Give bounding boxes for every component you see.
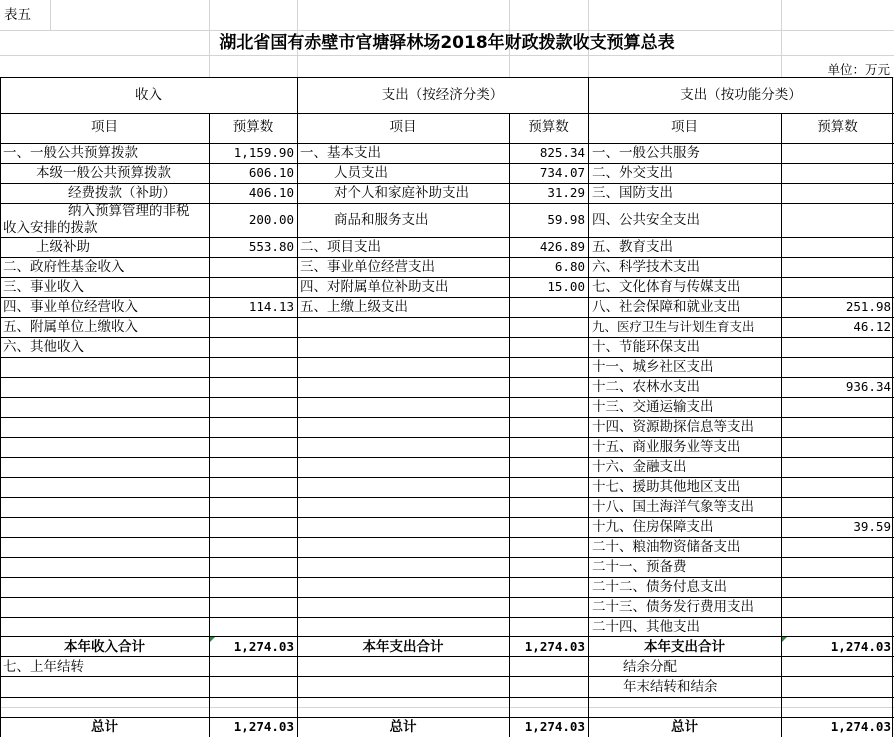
func-row-label: 十九、住房保障支出	[592, 519, 714, 535]
func-row-label: 十三、交通运输支出	[592, 399, 714, 415]
econ-total-label: 本年支出合计	[362, 639, 444, 655]
func-row-label: 十一、城乡社区支出	[592, 359, 714, 375]
income-row-value: 114.13	[248, 299, 294, 314]
income-row-label-cont: 收入安排的拨款	[3, 220, 98, 236]
surplus-allocation-label: 结余分配	[623, 659, 677, 675]
econ-row-label: 三、事业单位经营支出	[300, 259, 435, 275]
func-row-label: 十八、国土海洋气象等支出	[592, 499, 754, 515]
income-total-value: 1,274.03	[233, 639, 294, 654]
econ-row-value: 6.80	[554, 259, 585, 274]
func-total-value: 1,274.03	[830, 639, 891, 654]
func-row-label: 六、科学技术支出	[592, 259, 700, 275]
econ-total-value: 1,274.03	[524, 639, 585, 654]
econ-row-label: 对个人和家庭补助支出	[334, 185, 469, 201]
econ-row-label: 一、基本支出	[300, 145, 381, 161]
func-row-label: 二、外交支出	[592, 165, 673, 181]
cell-flag-marker	[210, 637, 215, 642]
func-row-value: 251.98	[845, 299, 891, 314]
income-row-label: 六、其他收入	[3, 339, 84, 355]
func-row-label: 四、公共安全支出	[592, 212, 700, 228]
func-row-label: 十五、商业服务业等支出	[592, 439, 741, 455]
func-grand-total-value: 1,274.03	[830, 719, 891, 734]
econ-row-label: 二、项目支出	[300, 239, 381, 255]
econ-row-label: 人员支出	[334, 165, 388, 181]
func-row-label: 十四、资源勘探信息等支出	[592, 419, 754, 435]
income-row-label: 五、附属单位上缴收入	[3, 319, 138, 335]
func-row-label: 七、文化体育与传媒支出	[592, 279, 741, 295]
func-row-label: 十六、金融支出	[592, 459, 687, 475]
econ-row-label: 五、上缴上级支出	[300, 299, 408, 315]
income-row-value: 606.10	[248, 165, 294, 180]
econ-budget-header: 预算数	[528, 119, 569, 135]
income-row-label: 纳入预算管理的非税	[68, 203, 190, 219]
income-row-label: 经费拨款（补助）	[68, 185, 176, 201]
econ-grand-total-value: 1,274.03	[524, 719, 585, 734]
func-row-label: 八、社会保障和就业支出	[592, 299, 741, 315]
econ-row-value: 825.34	[539, 145, 585, 160]
year-end-carryover-label: 年末结转和结余	[623, 679, 718, 695]
income-grand-total-value: 1,274.03	[233, 719, 294, 734]
func-grand-total-label: 总计	[671, 719, 698, 735]
func-row-label: 二十、粮油物资储备支出	[592, 539, 741, 555]
func-row-label: 十七、援助其他地区支出	[592, 479, 741, 495]
income-row-value: 200.00	[248, 212, 294, 227]
income-row-value: 406.10	[248, 185, 294, 200]
income-total-label: 本年收入合计	[64, 639, 145, 655]
income-row-value: 553.80	[248, 239, 294, 254]
income-grand-total-label: 总计	[91, 719, 118, 735]
func-row-label: 二十三、债务发行费用支出	[592, 599, 754, 615]
income-item-header: 项目	[91, 119, 118, 135]
func-header: 支出（按功能分类）	[680, 87, 802, 103]
income-row-value: 1,159.90	[233, 145, 294, 160]
cell-flag-marker	[782, 637, 787, 642]
econ-row-value: 15.00	[547, 279, 585, 294]
func-row-value: 39.59	[853, 519, 891, 534]
econ-row-value: 31.29	[547, 185, 585, 200]
func-row-label: 九、医疗卫生与计划生育支出	[592, 319, 755, 334]
econ-row-value: 426.89	[539, 239, 585, 254]
income-row-label: 上级补助	[36, 239, 90, 255]
econ-item-header: 项目	[389, 119, 417, 135]
func-row-label: 二十四、其他支出	[592, 619, 700, 635]
econ-grand-total-label: 总计	[389, 719, 417, 735]
income-row-label: 本级一般公共预算拨款	[36, 165, 171, 181]
func-row-label: 十、节能环保支出	[592, 339, 700, 355]
unit-label: 单位：万元	[827, 62, 890, 77]
income-row-label: 二、政府性基金收入	[3, 259, 125, 275]
income-budget-header: 预算数	[232, 119, 274, 135]
econ-header: 支出（按经济分类）	[381, 87, 504, 103]
func-budget-header: 预算数	[817, 119, 858, 135]
econ-row-label: 四、对附属单位补助支出	[300, 279, 449, 295]
econ-row-label: 商品和服务支出	[334, 212, 429, 228]
func-row-label: 一、一般公共服务	[592, 145, 700, 161]
econ-row-value: 59.98	[547, 212, 585, 227]
func-row-label: 十二、农林水支出	[592, 379, 700, 395]
page-title: 湖北省国有赤壁市官塘驿林场2018年财政拨款收支预算总表	[219, 33, 675, 53]
income-row-label: 一、一般公共预算拨款	[3, 145, 138, 161]
func-row-label: 二十一、预备费	[592, 559, 687, 575]
func-row-label: 二十二、债务付息支出	[592, 579, 727, 595]
income-header: 收入	[135, 87, 162, 103]
func-row-label: 五、教育支出	[592, 239, 673, 255]
econ-row-value: 734.07	[539, 165, 585, 180]
sheet-label: 表五	[4, 7, 31, 23]
income-row-label: 三、事业收入	[3, 279, 84, 295]
income-row-label: 四、事业单位经营收入	[3, 299, 138, 315]
func-item-header: 项目	[671, 119, 698, 135]
func-row-value: 936.34	[845, 379, 891, 394]
func-row-value: 46.12	[853, 319, 891, 334]
func-total-label: 本年支出合计	[644, 639, 725, 655]
carryover-income-label: 七、上年结转	[3, 659, 84, 675]
func-row-label: 三、国防支出	[592, 185, 673, 201]
